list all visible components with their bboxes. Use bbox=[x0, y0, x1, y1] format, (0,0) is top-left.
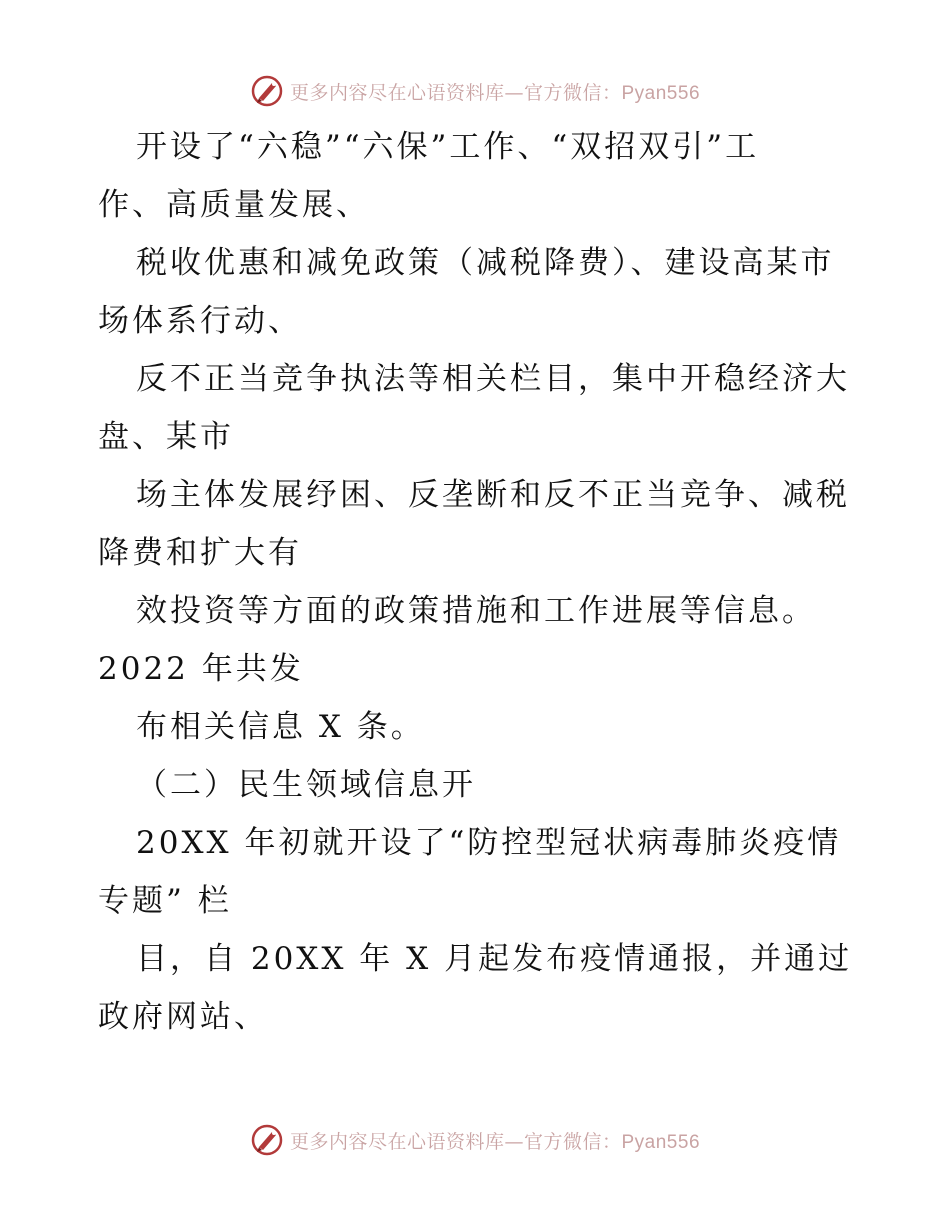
text-line: 专题” 栏 bbox=[98, 883, 232, 919]
text-line: 盘、某市 bbox=[98, 419, 234, 455]
text-line: 政府网站、 bbox=[98, 999, 268, 1035]
text-line: 效投资等方面的政策措施和工作进展等信息。 bbox=[136, 593, 816, 629]
document-body bbox=[98, 118, 858, 1046]
pen-logo-icon bbox=[250, 74, 284, 108]
text-line: 反不正当竞争执法等相关栏目，集中开稳经济大 bbox=[136, 361, 850, 397]
text-line: 降费和扩大有 bbox=[98, 535, 302, 571]
watermark-label: 更多内容尽在心语资料库—官方微信： bbox=[289, 81, 622, 104]
text-line: 场体系行动、 bbox=[98, 303, 302, 339]
text-line: 开设了“六稳”“六保”工作、“双招双引”工 bbox=[136, 129, 760, 165]
watermark-text bbox=[290, 78, 700, 105]
text-line: 作、高质量发展、 bbox=[98, 187, 370, 223]
header-watermark bbox=[0, 71, 950, 111]
text-line: 布相关信息 X 条。 bbox=[136, 709, 425, 745]
watermark-text bbox=[290, 1127, 700, 1154]
watermark-wechat-id: Pyan556 bbox=[621, 82, 701, 104]
watermark-label: 更多内容尽在心语资料库—官方微信： bbox=[289, 1130, 622, 1153]
watermark-wechat-id: Pyan556 bbox=[621, 1131, 701, 1153]
text-line: （二）民生领域信息开 bbox=[136, 767, 476, 803]
text-line: 税收优惠和减免政策（减税降费）、建设高某市 bbox=[136, 245, 835, 281]
text-line: 2022 年共发 bbox=[98, 651, 304, 687]
text-line: 20XX 年初就开设了“防控型冠状病毒肺炎疫情 bbox=[136, 825, 842, 861]
text-line: 场主体发展纾困、反垄断和反不正当竞争、减税 bbox=[136, 477, 850, 513]
pen-logo-icon bbox=[250, 1123, 284, 1157]
footer-watermark bbox=[0, 1120, 950, 1160]
text-line: 目，自 20XX 年 X 月起发布疫情通报，并通过 bbox=[136, 941, 853, 977]
